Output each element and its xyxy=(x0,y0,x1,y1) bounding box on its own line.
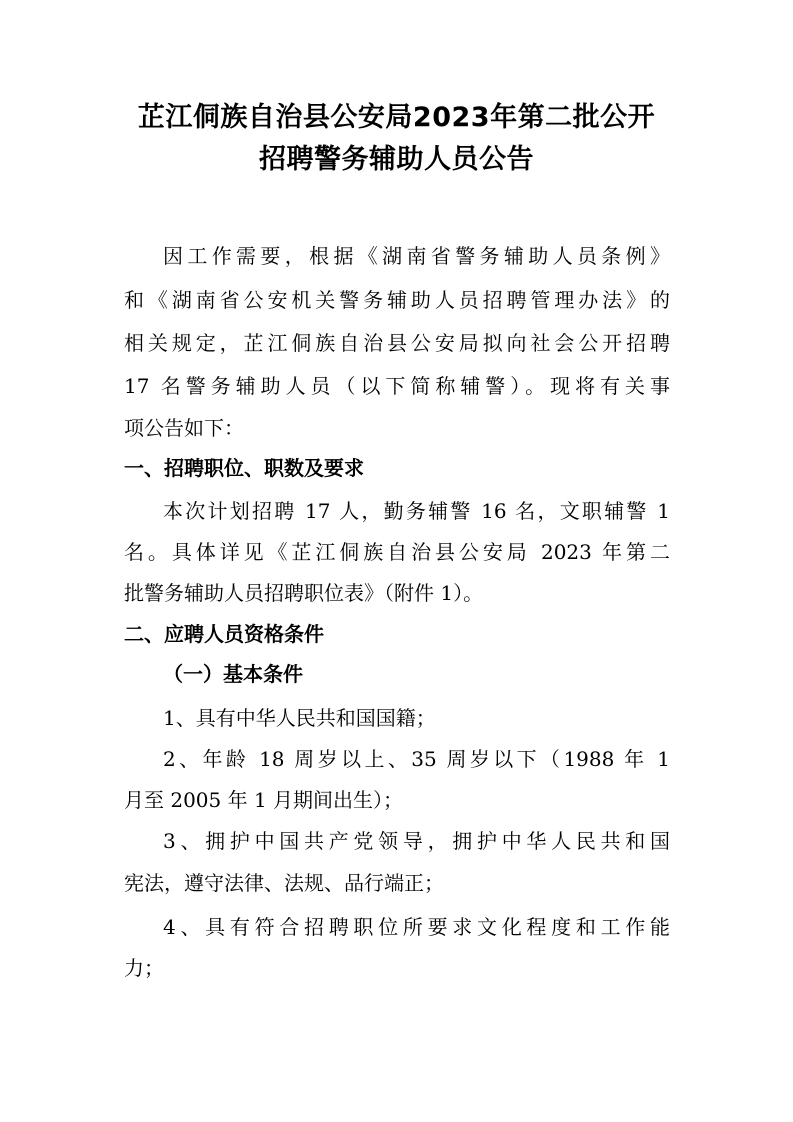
intro-paragraph-line: 和《湖南省公安机关警务辅助人员招聘管理办法》的 xyxy=(124,288,670,312)
condition-item-continuation: 宪法，遵守法律、法规、品行端正； xyxy=(124,871,444,895)
document-title-line-1: 芷江侗族自治县公安局2023年第二批公开 xyxy=(137,102,656,133)
condition-item: 2、年龄 18 周岁以上、35 周岁以下（1988 年 1 xyxy=(163,747,670,771)
condition-item-continuation: 月至 2005 年 1 月期间出生）； xyxy=(124,788,404,812)
section-1-paragraph-line: 本次计划招聘 17 人，勤务辅警 16 名，文职辅警 1 xyxy=(163,499,670,523)
section-heading-1: 一、招聘职位、职数及要求 xyxy=(124,456,364,480)
condition-item: 3、拥护中国共产党领导，拥护中华人民共和国 xyxy=(163,829,670,853)
document-title-line-2: 招聘警务辅助人员公告 xyxy=(259,144,534,175)
intro-paragraph-line: 项公告如下： xyxy=(124,416,244,440)
section-heading-2: 二、应聘人员资格条件 xyxy=(124,622,324,646)
condition-item-continuation: 力； xyxy=(124,956,164,980)
condition-item: 1、具有中华人民共和国国籍； xyxy=(163,706,436,730)
intro-paragraph-line: 因工作需要，根据《湖南省警务辅助人员条例》 xyxy=(163,244,670,268)
section-1-paragraph-line: 批警务辅助人员招聘职位表》（附件 1）。 xyxy=(124,581,484,605)
intro-paragraph-line: 17 名警务辅助人员（以下简称辅警）。现将有关事 xyxy=(124,374,670,398)
condition-item: 4、具有符合招聘职位所要求文化程度和工作能 xyxy=(163,915,670,939)
subsection-heading-basic-conditions: （一）基本条件 xyxy=(163,662,303,686)
section-1-paragraph-line: 名。具体详见《芷江侗族自治县公安局 2023 年第二 xyxy=(124,540,670,564)
intro-paragraph-line: 相关规定，芷江侗族自治县公安局拟向社会公开招聘 xyxy=(124,331,670,355)
